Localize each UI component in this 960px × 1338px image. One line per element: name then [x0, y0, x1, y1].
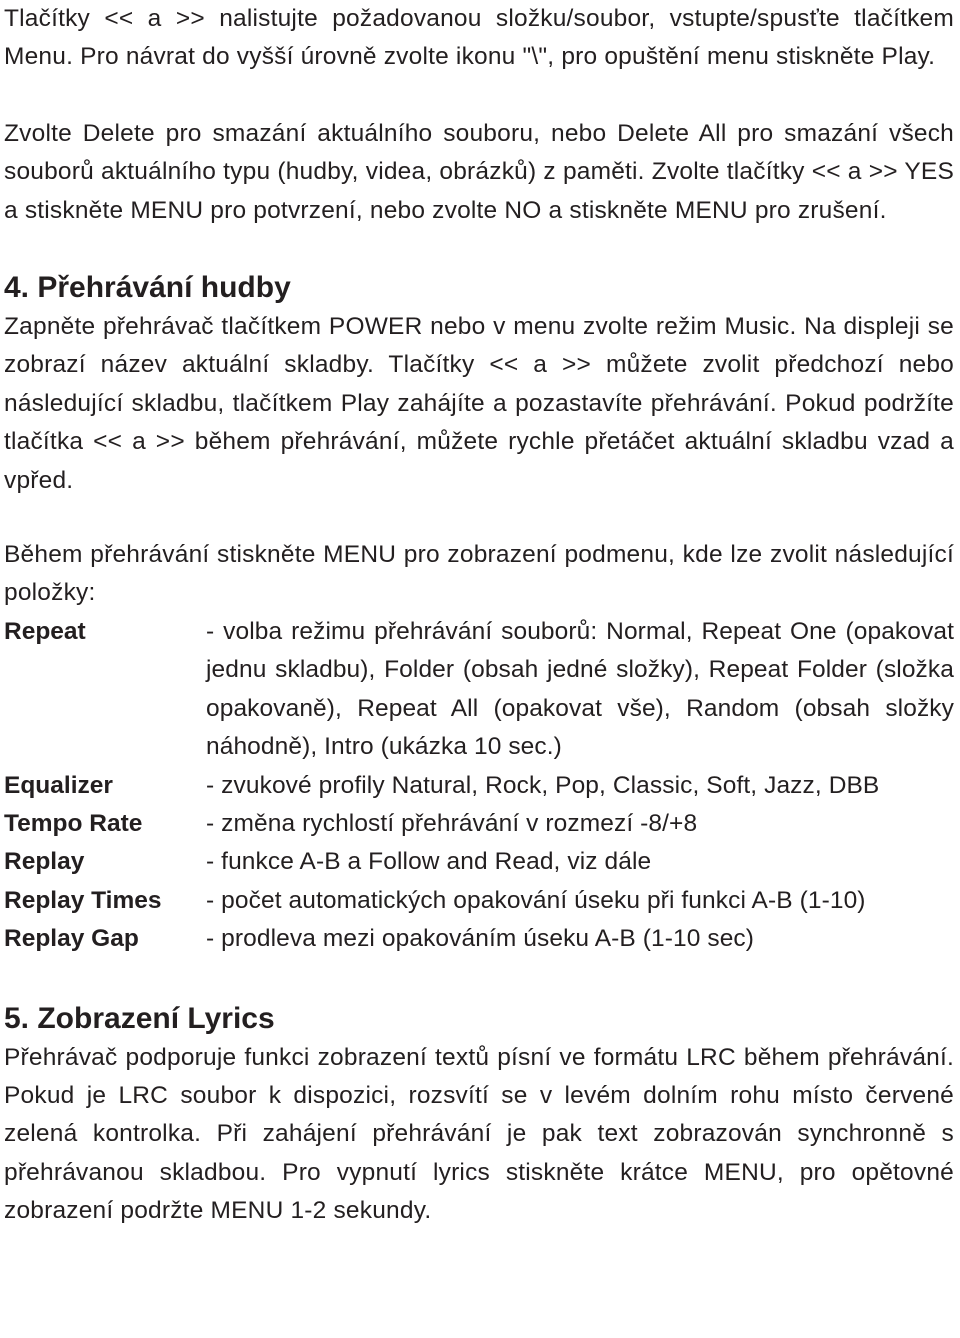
definition-row-replay-gap — [4, 920, 954, 958]
intro-paragraph-delete: Zvolte Delete pro smazání aktuálního souboru, nebo Delete All pro smazání všech souborů aktuálního typu (hudby, videa, obrázků) z paměti. Zvolte tlačítky << a >> YES a stiskněte MENU pro potvrzení, nebo zvolte NO a stiskněte MENU pro zrušení. — [4, 119, 954, 224]
submenu-definition-list — [4, 613, 954, 959]
definition-description: - počet automatických opakování úseku při funkci A-B (1-10) — [206, 886, 866, 914]
definition-description: - zvukové profily Natural, Rock, Pop, Classic, Soft, Jazz, DBB — [206, 771, 880, 799]
definition-term: Repeat — [4, 617, 86, 645]
definition-row-equalizer — [4, 767, 954, 805]
definition-term: Tempo Rate — [4, 809, 143, 837]
definition-row-replay — [4, 843, 954, 881]
definition-row-repeat — [4, 613, 954, 767]
definition-term: Equalizer — [4, 771, 113, 799]
lyrics-paragraph: Přehrávač podporuje funkci zobrazení textů písní ve formátu LRC během přehrávání. Pokud je LRC soubor k dispozici, rozsvítí se v levém dolním rohu místo červené zelená kontrolka. Při zahájení přehrávání je pak text zobrazován synchronně s přehrávanou skladbou. Pro vypnutí lyrics stiskněte krátce MENU, pro opětovné zobrazení podržte MENU 1-2 sekundy. — [4, 1043, 954, 1225]
definition-description: - změna rychlostí přehrávání v rozmezí -8/+8 — [206, 809, 698, 837]
definition-term: Replay Gap — [4, 925, 139, 953]
intro-paragraph-navigation: Tlačítky << a >> nalistujte požadovanou složku/soubor, vstupte/spusťte tlačítkem Menu. Pro návrat do vyšší úrovně zvolte ikonu "\", pro opuštění menu stiskněte Play. — [4, 5, 954, 71]
section-heading-lyrics: 5. Zobrazení Lyrics — [4, 1001, 275, 1035]
definition-term: Replay — [4, 848, 85, 876]
music-paragraph-submenu: Během přehrávání stiskněte MENU pro zobrazení podmenu, kde lze zvolit následující položky: — [4, 541, 954, 607]
definition-term: Replay Times — [4, 886, 162, 914]
definition-row-replay-times — [4, 882, 954, 920]
section-heading-music: 4. Přehrávání hudby — [4, 271, 291, 305]
definition-description: - funkce A-B a Follow and Read, viz dále — [206, 848, 652, 876]
definition-description: - volba režimu přehrávání souborů: Normal, Repeat One (opakovat jednu skladbu), Folder (obsah jedné složky), Repeat Folder (složka opakovaně), Repeat All (opakovat vše), Random (obsah složky náhodně), Intro (ukázka 10 sec.) — [206, 617, 954, 761]
music-paragraph-playback: Zapněte přehrávač tlačítkem POWER nebo v menu zvolte režim Music. Na displeji se zobrazí název aktuální skladby. Tlačítky << a >> můžete zvolit předchozí nebo následující skladbu, tlačítkem Play zahájíte a pozastavíte přehrávání. Pokud podržíte tlačítka << a >> během přehrávání, můžete rychle přetáčet aktuální skladbu vzad a vpřed. — [4, 313, 954, 494]
definition-description: - prodleva mezi opakováním úseku A-B (1-10 sec) — [206, 925, 755, 953]
definition-row-tempo-rate — [4, 805, 954, 843]
